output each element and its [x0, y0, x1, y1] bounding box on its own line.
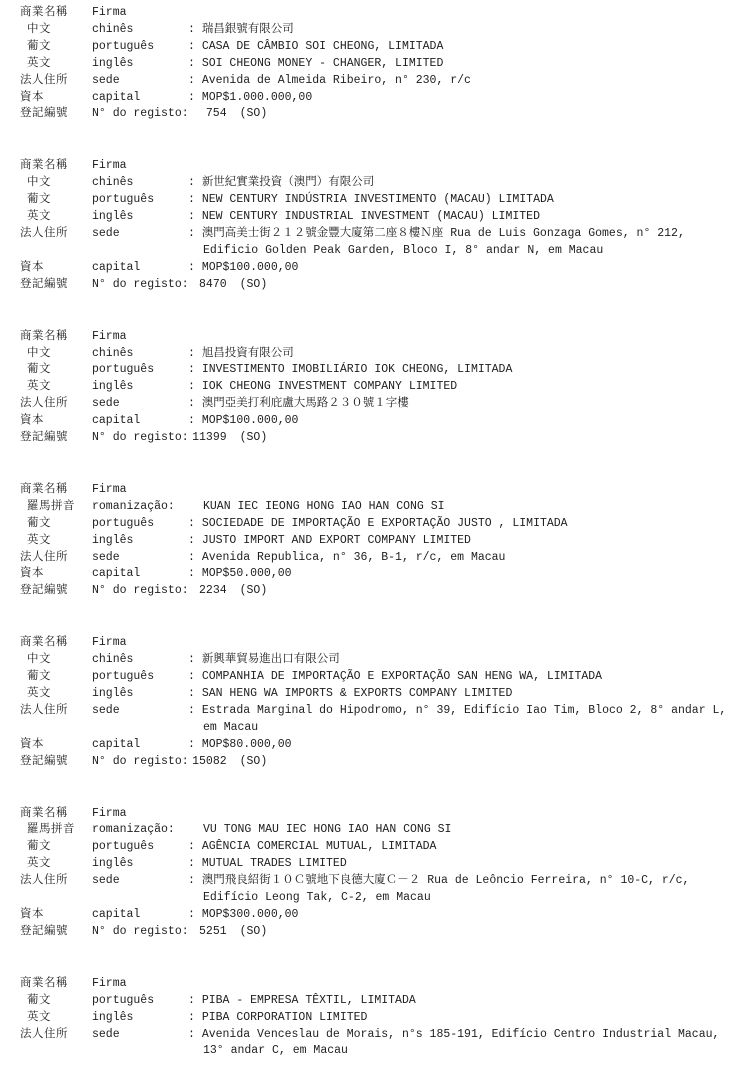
registration-label-zh: 登記編號: [20, 584, 68, 598]
field-row: [20, 839, 740, 856]
field-row: [20, 39, 740, 56]
colon-separator: :: [188, 56, 195, 70]
registration-number: 5251: [199, 924, 227, 938]
field-label-zh: 中文: [27, 653, 51, 667]
field-value: IOK CHEONG INVESTMENT COMPANY LIMITED: [201, 380, 458, 394]
entry-header-row: [20, 329, 740, 346]
field-label-pt: sede: [92, 874, 120, 888]
field-value: 澳門飛良紹街１０Ｃ號地下良德大廈Ｃ－２ Rua de Leôncio Ferreira, n° 10-C, r/c, Edifício Leong Tak, C-2, em Macau: [201, 874, 690, 905]
field-label-pt: capital: [92, 567, 141, 581]
field-label-pt: chinês: [92, 346, 134, 360]
colon-separator: :: [188, 193, 195, 207]
registration-number: 11399: [192, 431, 227, 445]
registration-label-zh: 登記編號: [20, 277, 68, 291]
colon-separator: :: [188, 874, 195, 888]
entry-header-label-pt: Firma: [92, 329, 127, 343]
field-label-zh: 英文: [27, 380, 51, 394]
registration-row: [20, 924, 740, 941]
entry-header-label-pt: Firma: [92, 636, 127, 650]
field-value-cell: [188, 839, 740, 856]
registration-number: 15082: [192, 754, 227, 768]
field-label-zh: 英文: [27, 210, 51, 224]
field-label-zh: 法人住所: [20, 874, 68, 888]
field-label-pt: romanização:: [92, 823, 175, 837]
registration-row: [20, 277, 740, 294]
field-label-zh: 資本: [20, 90, 44, 104]
field-row: [20, 652, 740, 669]
field-value-cell: [188, 822, 740, 839]
field-label-zh: 資本: [20, 567, 44, 581]
registration-row: [20, 583, 740, 600]
field-value-cell: [188, 56, 740, 73]
field-value: 澳門高美士街２１２號金豐大廈第二座８樓Ｎ座 Rua de Luis Gonzaga Gomes, n° 212, Edificio Golden Peak Garden, Bloco I, 8° andar N, em Macau: [201, 226, 685, 257]
colon-separator: :: [188, 414, 195, 428]
field-row: [20, 993, 740, 1010]
field-value: Avenida de Almeida Ribeiro, n° 230, r/c: [201, 73, 471, 87]
field-row: [20, 1027, 740, 1061]
field-row: [20, 669, 740, 686]
field-value: Estrada Marginal do Hipodromo, n° 39, Edifício Iao Tim, Bloco 2, 8° andar L, em Macau: [201, 703, 727, 734]
colon-separator: :: [188, 516, 195, 530]
field-label-pt: inglês: [92, 210, 134, 224]
field-label-pt: inglês: [92, 687, 134, 700]
registration-label-pt: N° do registo:: [92, 584, 189, 598]
field-label-zh: 法人住所: [20, 703, 68, 717]
field-label-zh: 資本: [20, 737, 44, 751]
field-row: [20, 226, 740, 260]
field-value-cell: [188, 1027, 740, 1061]
field-value-cell: [188, 73, 740, 90]
field-row: [20, 192, 740, 209]
field-value: 瑞昌銀號有限公司: [201, 22, 294, 36]
field-label-pt: português: [92, 363, 155, 377]
colon-separator: :: [188, 653, 195, 667]
field-value: KUAN IEC IEONG HONG IAO HAN CONG SI: [203, 499, 445, 513]
field-row: [20, 822, 740, 839]
colon-separator: :: [188, 176, 195, 190]
field-label-zh: 中文: [27, 346, 51, 360]
field-value: AGÊNCIA COMERCIAL MUTUAL, LIMITADA: [201, 840, 437, 854]
field-label-pt: capital: [92, 907, 141, 921]
field-label-pt: romanização:: [92, 499, 175, 513]
field-row: [20, 396, 740, 413]
colon-separator: :: [188, 397, 195, 411]
field-label-zh: 羅馬拼音: [27, 499, 75, 513]
field-value-cell: [188, 499, 740, 516]
field-value: MOP$80.000,00: [201, 737, 292, 751]
field-label-zh: 葡文: [27, 840, 51, 854]
field-label-pt: português: [92, 516, 155, 530]
colon-separator: :: [188, 737, 195, 751]
field-label-pt: inglês: [92, 533, 134, 547]
field-label-zh: 法人住所: [20, 397, 68, 411]
field-value: MOP$100.000,00: [201, 260, 299, 274]
registration-suffix: (SO): [239, 431, 268, 445]
field-row: [20, 499, 740, 516]
entry-header-row: [20, 158, 740, 175]
entry-header-label-zh: 商業名稱: [20, 482, 68, 496]
field-value-cell: [188, 737, 740, 754]
field-label-pt: inglês: [92, 380, 134, 394]
company-entry: [20, 635, 740, 770]
field-value: NEW CENTURY INDÚSTRIA INVESTIMENTO (MACAU) LIMITADA: [201, 193, 554, 207]
field-value-cell: [188, 226, 740, 260]
company-entry: [20, 5, 740, 123]
field-label-pt: sede: [92, 550, 120, 564]
field-value: 新興華貿易進出口有限公司: [201, 653, 340, 667]
field-row: [20, 907, 740, 924]
field-value-cell: [188, 533, 740, 550]
colon-separator: :: [188, 22, 195, 36]
field-label-zh: 資本: [20, 414, 44, 428]
field-label-zh: 英文: [27, 1010, 51, 1024]
field-value: CASA DE CÂMBIO SOI CHEONG, LIMITADA: [201, 39, 444, 53]
field-row: [20, 1010, 740, 1027]
field-value-cell: [188, 90, 740, 107]
field-row: [20, 703, 740, 737]
colon-separator: :: [188, 380, 195, 394]
field-label-zh: 英文: [27, 56, 51, 70]
field-row: [20, 73, 740, 90]
field-label-pt: inglês: [92, 857, 134, 871]
registration-label-zh: 登記編號: [20, 431, 68, 445]
field-value: Avenida Republica, n° 36, B-1, r/c, em Macau: [201, 550, 506, 564]
field-label-zh: 中文: [27, 176, 51, 190]
field-value-cell: [188, 413, 740, 430]
entry-header-row: [20, 635, 740, 652]
registration-number: 2234: [199, 584, 227, 598]
field-label-pt: chinês: [92, 653, 134, 667]
field-label-zh: 英文: [27, 687, 51, 700]
registration-suffix: (SO): [239, 277, 268, 291]
company-entry: [20, 329, 740, 447]
field-value: JUSTO IMPORT AND EXPORT COMPANY LIMITED: [201, 533, 471, 547]
colon-separator: :: [188, 210, 195, 224]
field-label-pt: português: [92, 840, 155, 854]
field-row: [20, 873, 740, 907]
field-label-pt: inglês: [92, 56, 134, 70]
colon-separator: :: [188, 687, 195, 700]
field-row: [20, 550, 740, 567]
field-value: 新世紀實業投資（澳門）有限公司: [201, 176, 375, 190]
field-value-cell: [188, 856, 740, 873]
field-value: MOP$300.000,00: [201, 907, 299, 921]
field-value: PIBA CORPORATION LIMITED: [201, 1010, 368, 1024]
registration-label-pt: N° do registo:: [92, 431, 189, 445]
field-value: MOP$1.000.000,00: [201, 90, 313, 104]
entry-header-row: [20, 806, 740, 823]
field-label-pt: sede: [92, 397, 120, 411]
field-label-pt: chinês: [92, 22, 134, 36]
field-row: [20, 56, 740, 73]
field-value: 旭昌投資有限公司: [201, 346, 294, 360]
field-label-pt: sede: [92, 226, 120, 240]
field-label-pt: sede: [92, 73, 120, 87]
field-label-zh: 羅馬拼音: [27, 823, 75, 837]
field-label-zh: 英文: [27, 857, 51, 871]
field-row: [20, 737, 740, 754]
registration-label-zh: 登記編號: [20, 924, 68, 938]
entry-header-label-pt: Firma: [92, 6, 127, 19]
field-value: 澳門亞美打利庇盧大馬路２３０號１字樓: [201, 397, 409, 411]
entry-header-label-zh: 商業名稱: [20, 806, 68, 820]
entry-header-label-zh: 商業名稱: [20, 636, 68, 650]
field-value-cell: [188, 362, 740, 379]
field-label-pt: português: [92, 193, 155, 207]
field-value-cell: [188, 516, 740, 533]
field-value-cell: [188, 703, 740, 737]
field-row: [20, 22, 740, 39]
field-row: [20, 346, 740, 363]
field-value-cell: [188, 907, 740, 924]
field-row: [20, 260, 740, 277]
field-row: [20, 856, 740, 873]
registration-label-zh: 登記編號: [20, 107, 68, 121]
entry-header-row: [20, 5, 740, 22]
field-label-zh: 法人住所: [20, 73, 68, 87]
field-value: NEW CENTURY INDUSTRIAL INVESTMENT (MACAU) LIMITED: [201, 210, 540, 224]
entry-header-label-pt: Firma: [92, 159, 127, 173]
field-value: COMPANHIA DE IMPORTAÇÃO E EXPORTAÇÃO SAN HENG WA, LIMITADA: [201, 670, 603, 684]
field-value-cell: [188, 669, 740, 686]
field-value-cell: [188, 39, 740, 56]
field-value-cell: [188, 22, 740, 39]
colon-separator: :: [188, 363, 195, 377]
field-row: [20, 566, 740, 583]
field-value-cell: [188, 993, 740, 1010]
field-label-zh: 葡文: [27, 670, 51, 684]
field-row: [20, 175, 740, 192]
field-label-zh: 法人住所: [20, 550, 68, 564]
field-row: [20, 413, 740, 430]
field-label-pt: capital: [92, 414, 141, 428]
field-value: INVESTIMENTO IMOBILIÁRIO IOK CHEONG, LIMITADA: [201, 363, 513, 377]
field-label-pt: capital: [92, 737, 141, 751]
field-label-zh: 葡文: [27, 193, 51, 207]
company-entry: [20, 806, 740, 941]
registration-label-pt: N° do registo:: [92, 754, 189, 768]
field-value: MOP$50.000,00: [201, 567, 292, 581]
field-label-zh: 法人住所: [20, 226, 68, 240]
field-row: [20, 686, 740, 703]
field-value: SOI CHEONG MONEY - CHANGER, LIMITED: [201, 56, 444, 70]
field-value-cell: [188, 192, 740, 209]
entry-header-label-zh: 商業名稱: [20, 976, 68, 990]
field-label-zh: 資本: [20, 907, 44, 921]
field-value: VU TONG MAU IEC HONG IAO HAN CONG SI: [203, 823, 452, 837]
field-value-cell: [188, 1010, 740, 1027]
field-label-pt: sede: [92, 703, 120, 717]
company-entry: [20, 482, 740, 600]
field-value: PIBA - EMPRESA TÊXTIL, LIMITADA: [201, 993, 416, 1007]
colon-separator: :: [188, 857, 195, 871]
company-entry: [20, 158, 740, 293]
registration-suffix: (SO): [239, 584, 268, 598]
registration-number: 754: [205, 107, 227, 121]
colon-separator: :: [188, 533, 195, 547]
entry-header-label-zh: 商業名稱: [20, 159, 68, 173]
field-label-zh: 葡文: [27, 363, 51, 377]
field-value: Avenida Venceslau de Morais, n°s 185-191, Edifício Centro Industrial Macau, 13° andar C, em Macau: [201, 1027, 720, 1058]
registration-row: [20, 754, 740, 771]
field-label-zh: 葡文: [27, 993, 51, 1007]
colon-separator: :: [188, 1027, 195, 1041]
field-value-cell: [188, 652, 740, 669]
entry-header-label-pt: Firma: [92, 806, 127, 820]
entry-header-label-pt: Firma: [92, 976, 127, 990]
field-label-pt: capital: [92, 260, 141, 274]
field-value-cell: [188, 379, 740, 396]
field-value: MUTUAL TRADES LIMITED: [201, 857, 347, 871]
colon-separator: :: [188, 39, 195, 53]
registration-suffix: (SO): [239, 754, 268, 768]
field-label-zh: 英文: [27, 533, 51, 547]
field-row: [20, 90, 740, 107]
colon-separator: :: [188, 260, 195, 274]
colon-separator: :: [188, 993, 195, 1007]
field-row: [20, 516, 740, 533]
registration-suffix: (SO): [239, 107, 268, 121]
colon-separator: :: [188, 670, 195, 684]
field-value-cell: [188, 550, 740, 567]
field-label-pt: português: [92, 670, 155, 684]
field-value-cell: [188, 346, 740, 363]
field-label-zh: 資本: [20, 260, 44, 274]
field-label-pt: capital: [92, 90, 141, 104]
field-value-cell: [188, 873, 740, 907]
field-value: MOP$100.000,00: [201, 414, 299, 428]
field-value: SAN HENG WA IMPORTS & EXPORTS COMPANY LIMITED: [201, 687, 513, 700]
colon-separator: :: [188, 567, 195, 581]
field-label-zh: 葡文: [27, 39, 51, 53]
entry-header-label-zh: 商業名稱: [20, 329, 68, 343]
colon-separator: :: [188, 907, 195, 921]
field-label-zh: 法人住所: [20, 1027, 68, 1041]
colon-separator: :: [188, 1010, 195, 1024]
colon-separator: :: [188, 226, 195, 240]
field-value: SOCIEDADE DE IMPORTAÇÃO E EXPORTAÇÃO JUSTO , LIMITADA: [201, 516, 568, 530]
entry-header-row: [20, 482, 740, 499]
entry-header-label-zh: 商業名稱: [20, 6, 68, 19]
registration-row: [20, 106, 740, 123]
colon-separator: :: [188, 73, 195, 87]
registration-row: [20, 430, 740, 447]
field-row: [20, 209, 740, 226]
field-value-cell: [188, 209, 740, 226]
colon-separator: :: [188, 550, 195, 564]
field-value-cell: [188, 566, 740, 583]
registration-suffix: (SO): [239, 924, 268, 938]
field-label-pt: chinês: [92, 176, 134, 190]
field-row: [20, 379, 740, 396]
registration-label-pt: N° do registo:: [92, 924, 189, 938]
entry-header-label-pt: Firma: [92, 482, 127, 496]
field-row: [20, 533, 740, 550]
field-value-cell: [188, 396, 740, 413]
field-value-cell: [188, 686, 740, 703]
field-label-pt: inglês: [92, 1010, 134, 1024]
field-label-zh: 中文: [27, 22, 51, 36]
colon-separator: :: [188, 90, 195, 104]
field-label-pt: português: [92, 993, 155, 1007]
field-label-pt: português: [92, 39, 155, 53]
registration-label-zh: 登記編號: [20, 754, 68, 768]
registration-label-pt: N° do registo:: [92, 107, 189, 121]
company-entry: [20, 976, 740, 1061]
colon-separator: :: [188, 346, 195, 360]
colon-separator: :: [188, 703, 195, 717]
field-value-cell: [188, 175, 740, 192]
entry-header-row: [20, 976, 740, 993]
field-label-zh: 葡文: [27, 516, 51, 530]
field-value-cell: [188, 260, 740, 277]
field-row: [20, 362, 740, 379]
colon-separator: :: [188, 840, 195, 854]
registration-label-pt: N° do registo:: [92, 277, 189, 291]
registration-number: 8470: [199, 277, 227, 291]
field-label-pt: sede: [92, 1027, 120, 1041]
